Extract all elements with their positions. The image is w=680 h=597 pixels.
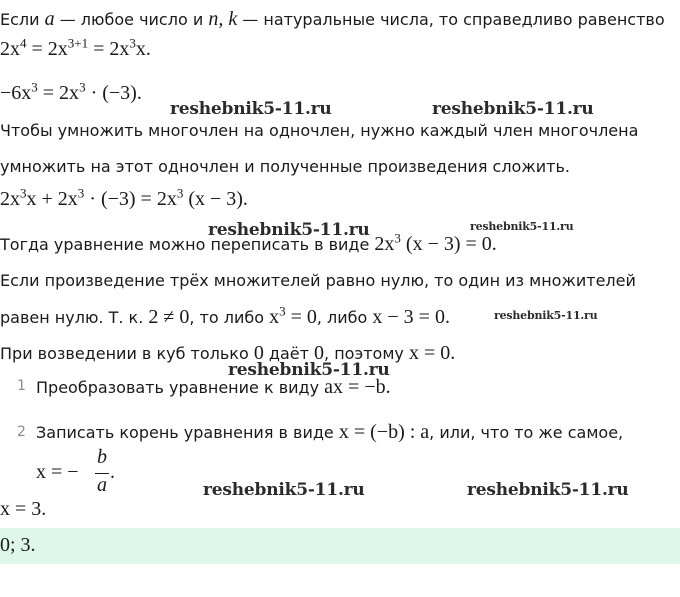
formula-numerator: b xyxy=(97,446,107,468)
text: — любое число и xyxy=(54,10,209,29)
watermark: reshebnik5-11.ru xyxy=(494,309,598,322)
step-number-2: 2 xyxy=(17,424,26,440)
formula-lhs: x = − xyxy=(36,461,79,483)
result-line: x = 3. xyxy=(0,498,47,520)
watermark: reshebnik5-11.ru xyxy=(467,480,629,500)
equation-factoring: $2x^3x + 2x^3 \cdot (-3) = 2x^3$ (x − 3). xyxy=(0,185,248,210)
formula-denominator: a xyxy=(97,474,107,496)
math-a: a xyxy=(44,8,55,30)
text: Тогда уравнение можно переписать в виде xyxy=(0,235,375,254)
zero-product-line-2: равен нулю. Т. к. 2 ≠ 0, то либо $x^3 = 0$, либо x − 3 = 0. xyxy=(0,303,450,328)
step-number-1: 1 xyxy=(17,378,26,394)
text: — натуральные числа, то справедливо равенство xyxy=(237,10,665,29)
math-nk: n, k xyxy=(208,8,238,30)
equation-factor-minus-six: $-6x^3 = 2x^3 \cdot (-3)$. xyxy=(0,79,142,104)
equation-power-identity: $2x^4 = 2x^{3+1} = 2x^3x$. xyxy=(0,35,151,60)
watermark: reshebnik5-11.ru xyxy=(228,360,390,380)
math-factored-equation: $2x^3$ (x − 3) = 0. xyxy=(374,230,497,255)
text: Если xyxy=(0,10,45,29)
cube-line: При возведении в куб только 0 даёт 0, поэтому x = 0. xyxy=(0,342,456,364)
watermark: reshebnik5-11.ru xyxy=(432,99,594,119)
zero-product-line-1: Если произведение трёх множителей равно нулю, то один из множителей xyxy=(0,271,636,290)
rule-text-line-1: Чтобы умножить многочлен на одночлен, нужно каждый член многочлена xyxy=(0,121,639,140)
answer-box xyxy=(0,528,680,564)
answer-text: 0; 3. xyxy=(0,534,36,556)
watermark: reshebnik5-11.ru xyxy=(170,99,332,119)
step-1: Преобразовать уравнение к виду ax = −b. xyxy=(36,376,391,398)
rule-text-line-2: умножить на этот одночлен и полученные произведения сложить. xyxy=(0,157,570,176)
intro-line-1 xyxy=(0,8,665,31)
step-2: Записать корень уравнения в виде x = (−b) : a, или, что то же самое, xyxy=(36,421,624,443)
watermark: reshebnik5-11.ru xyxy=(208,220,370,240)
formula-period: . xyxy=(110,461,115,483)
watermark: reshebnik5-11.ru xyxy=(470,220,574,233)
watermark: reshebnik5-11.ru xyxy=(203,480,365,500)
